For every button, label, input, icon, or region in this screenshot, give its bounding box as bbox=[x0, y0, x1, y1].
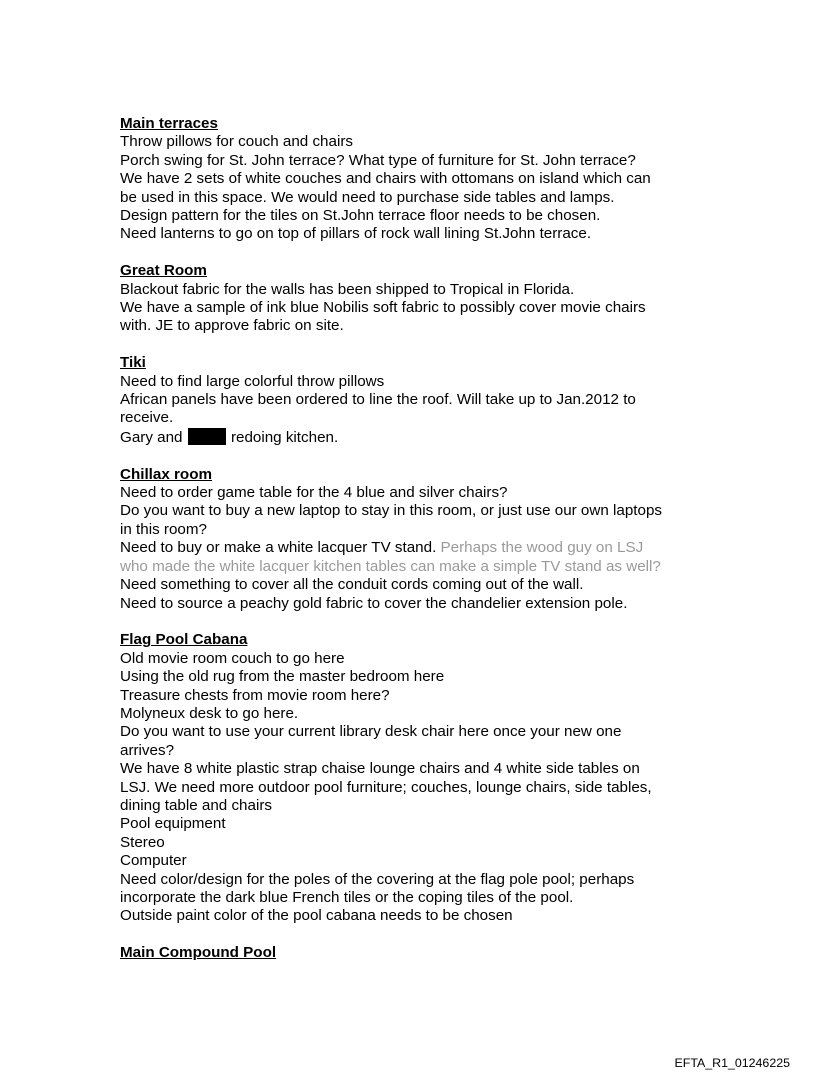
section-main-compound-pool bbox=[120, 944, 710, 962]
section-great-room bbox=[120, 262, 710, 336]
grey-note-fragment: Perhaps the wood guy on LSJ bbox=[440, 539, 644, 557]
text-line bbox=[120, 539, 710, 557]
text-line: Treasure chests from movie room here? bbox=[120, 686, 390, 704]
section-flag-pool-cabana bbox=[120, 631, 710, 926]
text-line: Pool equipment bbox=[120, 815, 226, 833]
text-line: Need something to cover all the conduit cords coming out of the wall. bbox=[120, 576, 584, 594]
text-line: with. JE to approve fabric on site. bbox=[120, 317, 344, 335]
text-line: arrives? bbox=[120, 741, 175, 759]
text-line: Outside paint color of the pool cabana needs to be chosen bbox=[120, 907, 513, 925]
redaction-block bbox=[188, 428, 226, 445]
text-fragment: redoing kitchen. bbox=[230, 428, 339, 446]
section-tiki bbox=[120, 354, 710, 447]
text-line: Blackout fabric for the walls has been shipped to Tropical in Florida. bbox=[120, 280, 575, 298]
text-fragment: Gary and bbox=[120, 428, 183, 446]
text-line: Do you want to buy a new laptop to stay in this room, or just use our own laptops bbox=[120, 502, 662, 520]
text-line: African panels have been ordered to line the roof. Will take up to Jan.2012 to bbox=[120, 391, 636, 409]
text-line: Need lanterns to go on top of pillars of rock wall lining St.John terrace. bbox=[120, 225, 592, 243]
text-line: Stereo bbox=[120, 833, 165, 851]
text-line: incorporate the dark blue French tiles or the coping tiles of the pool. bbox=[120, 889, 574, 906]
text-fragment: Need to buy or make a white lacquer TV stand. bbox=[120, 539, 437, 557]
section-heading: Flag Pool Cabana bbox=[120, 631, 248, 649]
text-line: Using the old rug from the master bedroom here bbox=[120, 668, 445, 686]
text-line: Throw pillows for couch and chairs bbox=[120, 133, 353, 151]
text-line: Need to find large colorful throw pillows bbox=[120, 372, 385, 390]
section-heading: Tiki bbox=[120, 354, 146, 372]
text-line-with-redaction bbox=[120, 428, 710, 447]
section-main-terraces bbox=[120, 115, 710, 244]
text-line: in this room? bbox=[120, 520, 207, 538]
document-id-footer: EFTA_R1_01246225 bbox=[674, 1056, 790, 1070]
text-line: Old movie room couch to go here bbox=[120, 649, 345, 667]
text-line: Molyneux desk to go here. bbox=[120, 704, 299, 722]
text-line: be used in this space. We would need to purchase side tables and lamps. bbox=[120, 188, 615, 206]
text-line: Computer bbox=[120, 852, 187, 870]
text-line: Need color/design for the poles of the covering at the flag pole pool; perhaps bbox=[120, 870, 635, 888]
text-line: Need to source a peachy gold fabric to cover the chandelier extension pole. bbox=[120, 594, 628, 612]
text-line: receive. bbox=[120, 409, 174, 427]
text-line: We have 8 white plastic strap chaise lounge chairs and 4 white side tables on bbox=[120, 760, 640, 778]
text-line: LSJ. We need more outdoor pool furniture; couches, lounge chairs, side tables, bbox=[120, 778, 652, 796]
text-line: Porch swing for St. John terrace? What type of furniture for St. John terrace? bbox=[120, 151, 636, 169]
text-line: dining table and chairs bbox=[120, 796, 272, 814]
section-heading: Main Compound Pool bbox=[120, 944, 277, 962]
section-chillax-room bbox=[120, 466, 710, 613]
section-heading: Chillax room bbox=[120, 465, 212, 483]
document-body bbox=[120, 115, 710, 981]
section-heading: Great Room bbox=[120, 262, 207, 280]
grey-note-line: who made the white lacquer kitchen tables can make a simple TV stand as well? bbox=[120, 557, 661, 575]
text-line: Design pattern for the tiles on St.John terrace floor needs to be chosen. bbox=[120, 207, 601, 225]
section-heading: Main terraces bbox=[120, 115, 218, 132]
text-line: Need to order game table for the 4 blue and silver chairs? bbox=[120, 484, 508, 502]
text-line: We have 2 sets of white couches and chairs with ottomans on island which can bbox=[120, 170, 651, 188]
text-line: Do you want to use your current library desk chair here once your new one bbox=[120, 723, 622, 741]
text-line: We have a sample of ink blue Nobilis soft fabric to possibly cover movie chairs bbox=[120, 299, 646, 317]
